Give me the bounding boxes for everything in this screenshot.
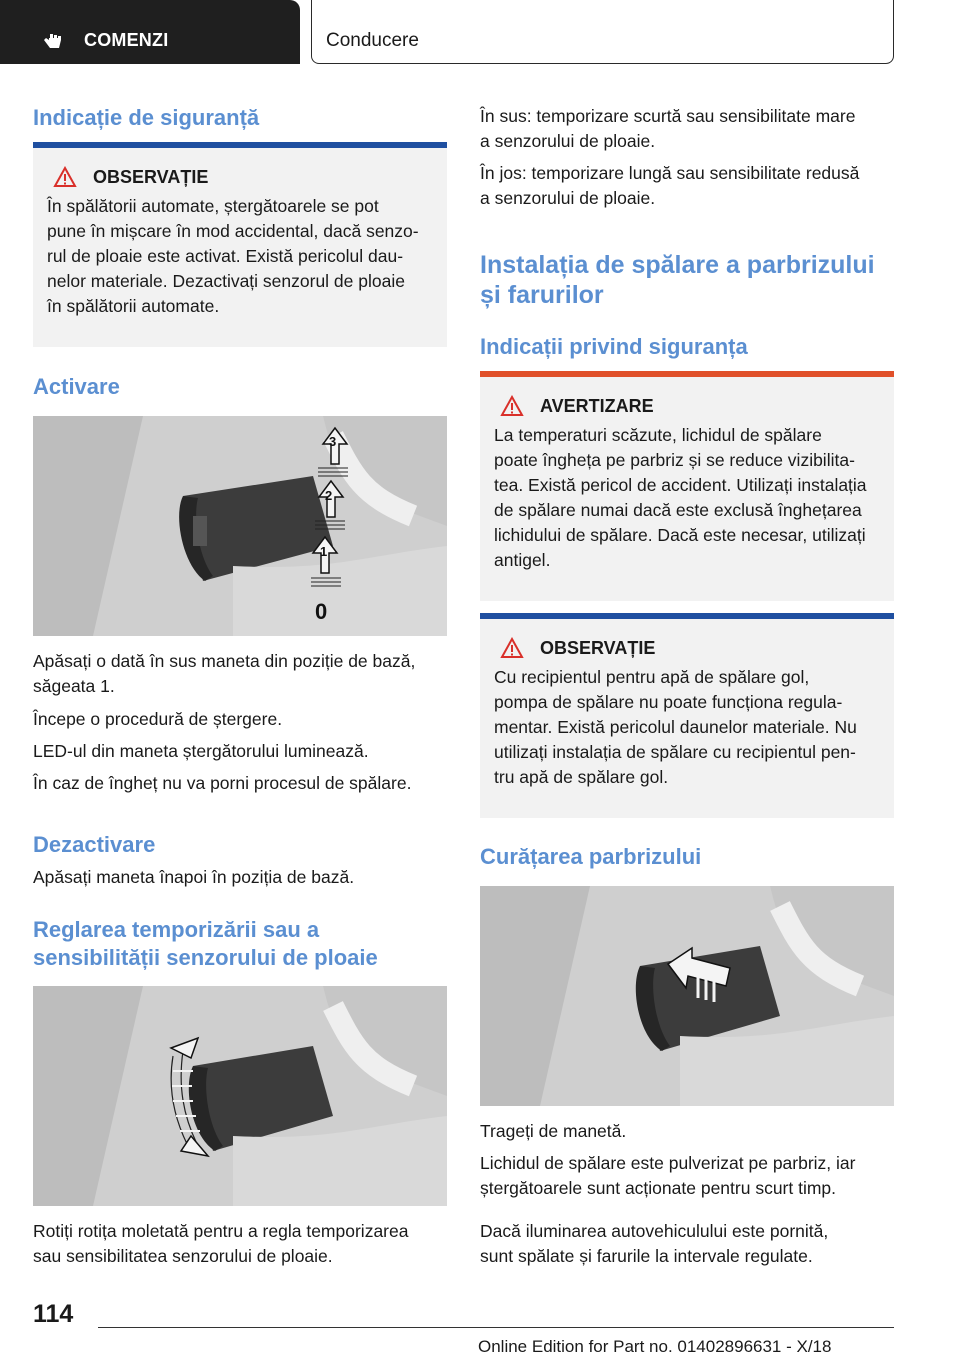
warning-line: antigel. [494,550,551,570]
reglare-heading-line: sensibilității senzorului de ploaie [33,945,378,970]
reglare-paragraph: sau sensibilitatea senzorului de ploaie. [33,1246,333,1266]
notice-line: pune în mișcare în mod accidental, dacă senzo- [47,221,419,241]
jos-paragraph: a senzorului de ploaie. [480,188,656,208]
notice-box [33,142,447,347]
wiper-pull-figure [480,886,894,1106]
lichidul-paragraph: ștergătoarele sunt acționate pentru scurt timp. [480,1178,837,1198]
jos-paragraph: În jos: temporizare lungă sau sensibilitate redusă [480,163,860,183]
notice-line: utilizați instalația de spălare cu recipientul pen- [494,742,856,762]
section-title: Conducere [326,30,419,51]
dezactivare-paragraph: Apăsați maneta înapoi în poziția de bază. [33,867,355,887]
warning-line: tea. Există pericol de accident. Utilizați instalația [494,475,867,495]
hand-pointer-icon [42,28,64,50]
notice-line: în spălătorii automate. [47,296,220,316]
activare-paragraph: În caz de îngheț nu va porni procesul de spălare. [33,773,412,793]
section-header [311,0,894,64]
warning-box [480,371,894,601]
thumbwheel-figure [33,986,447,1206]
lichidul-paragraph: Lichidul de spălare este pulverizat pe parbriz, iar [480,1153,856,1173]
activare-paragraph: LED-ul din maneta ștergătorului luminează. [33,741,369,761]
warning-triangle-icon [53,166,77,188]
notice-line: În spălătorii automate, ștergătoarele se pot [47,196,379,216]
notice-title: OBSERVAȚIE [93,166,209,187]
sus-paragraph: a senzorului de ploaie. [480,131,656,151]
activare-paragraph: Începe o procedură de ștergere. [33,709,283,729]
activare-paragraph: săgeata 1. [33,676,115,696]
trageti-paragraph: Trageți de manetă. [480,1121,627,1141]
reglare-paragraph: Rotiți rotița moletată pentru a regla temporizarea [33,1221,409,1241]
curatarea-heading: Curățarea parbrizului [480,844,702,869]
notice-line: Cu recipientul pentru apă de spălare gol, [494,667,810,687]
daca-paragraph: Dacă iluminarea autovehiculului este pornită, [480,1221,829,1241]
notice-line: rul de ploaie este activat. Există pericolul dau- [47,246,404,266]
notice-line: nelor materiale. Dezactivați senzorul de ploaie [47,271,405,291]
chapter-label: COMENZI [84,30,169,50]
warning-line: La temperaturi scăzute, lichidul de spălare [494,425,822,445]
figure-label: 1 [320,544,328,559]
notice-line: tru apă de spălare gol. [494,767,669,787]
page-number: 114 [33,1300,74,1328]
warning-line: lichidului de spălare. Dacă este necesar, utilizați [494,525,866,545]
edition-footer: Online Edition for Part no. 01402896631 - X/18 [478,1337,832,1356]
sus-paragraph: În sus: temporizare scurtă sau sensibilitate mare [480,106,856,126]
notice-line: mentar. Există pericolul daunelor materiale. Nu [494,717,857,737]
activare-heading: Activare [33,374,120,399]
figure-label: 2 [325,488,333,503]
chapter-tab[interactable] [0,0,300,64]
instalatia-heading-line: și farurilor [480,281,604,309]
warning-line: poate îngheța pe parbriz și se reduce vizibilita- [494,450,855,470]
dezactivare-heading: Dezactivare [33,832,156,857]
activare-paragraph: Apăsați o dată în sus maneta din poziție de bază, [33,651,416,671]
notice-title: OBSERVAȚIE [540,637,656,658]
daca-paragraph: sunt spălate și farurile la intervale regulate. [480,1246,813,1266]
notice-line: pompa de spălare nu poate funcționa regula- [494,692,843,712]
warning-line: de spălare numai dacă este exclusă înghețarea [494,500,862,520]
figure-label: 3 [329,434,337,449]
footer-rule [98,1327,894,1328]
warning-title: AVERTIZARE [540,395,654,416]
notice-box [480,613,894,818]
warning-triangle-icon [500,637,524,659]
wiper-lever-figure [33,416,447,636]
warning-triangle-icon [500,395,524,417]
reglare-heading-line: Reglarea temporizării sau a [33,917,320,942]
figure-label: 0 [315,599,328,624]
instalatia-heading-line: Instalația de spălare a parbrizului [480,251,875,279]
safety-heading: Indicație de siguranță [33,105,260,130]
indicatii-heading: Indicații privind siguranța [480,334,748,359]
